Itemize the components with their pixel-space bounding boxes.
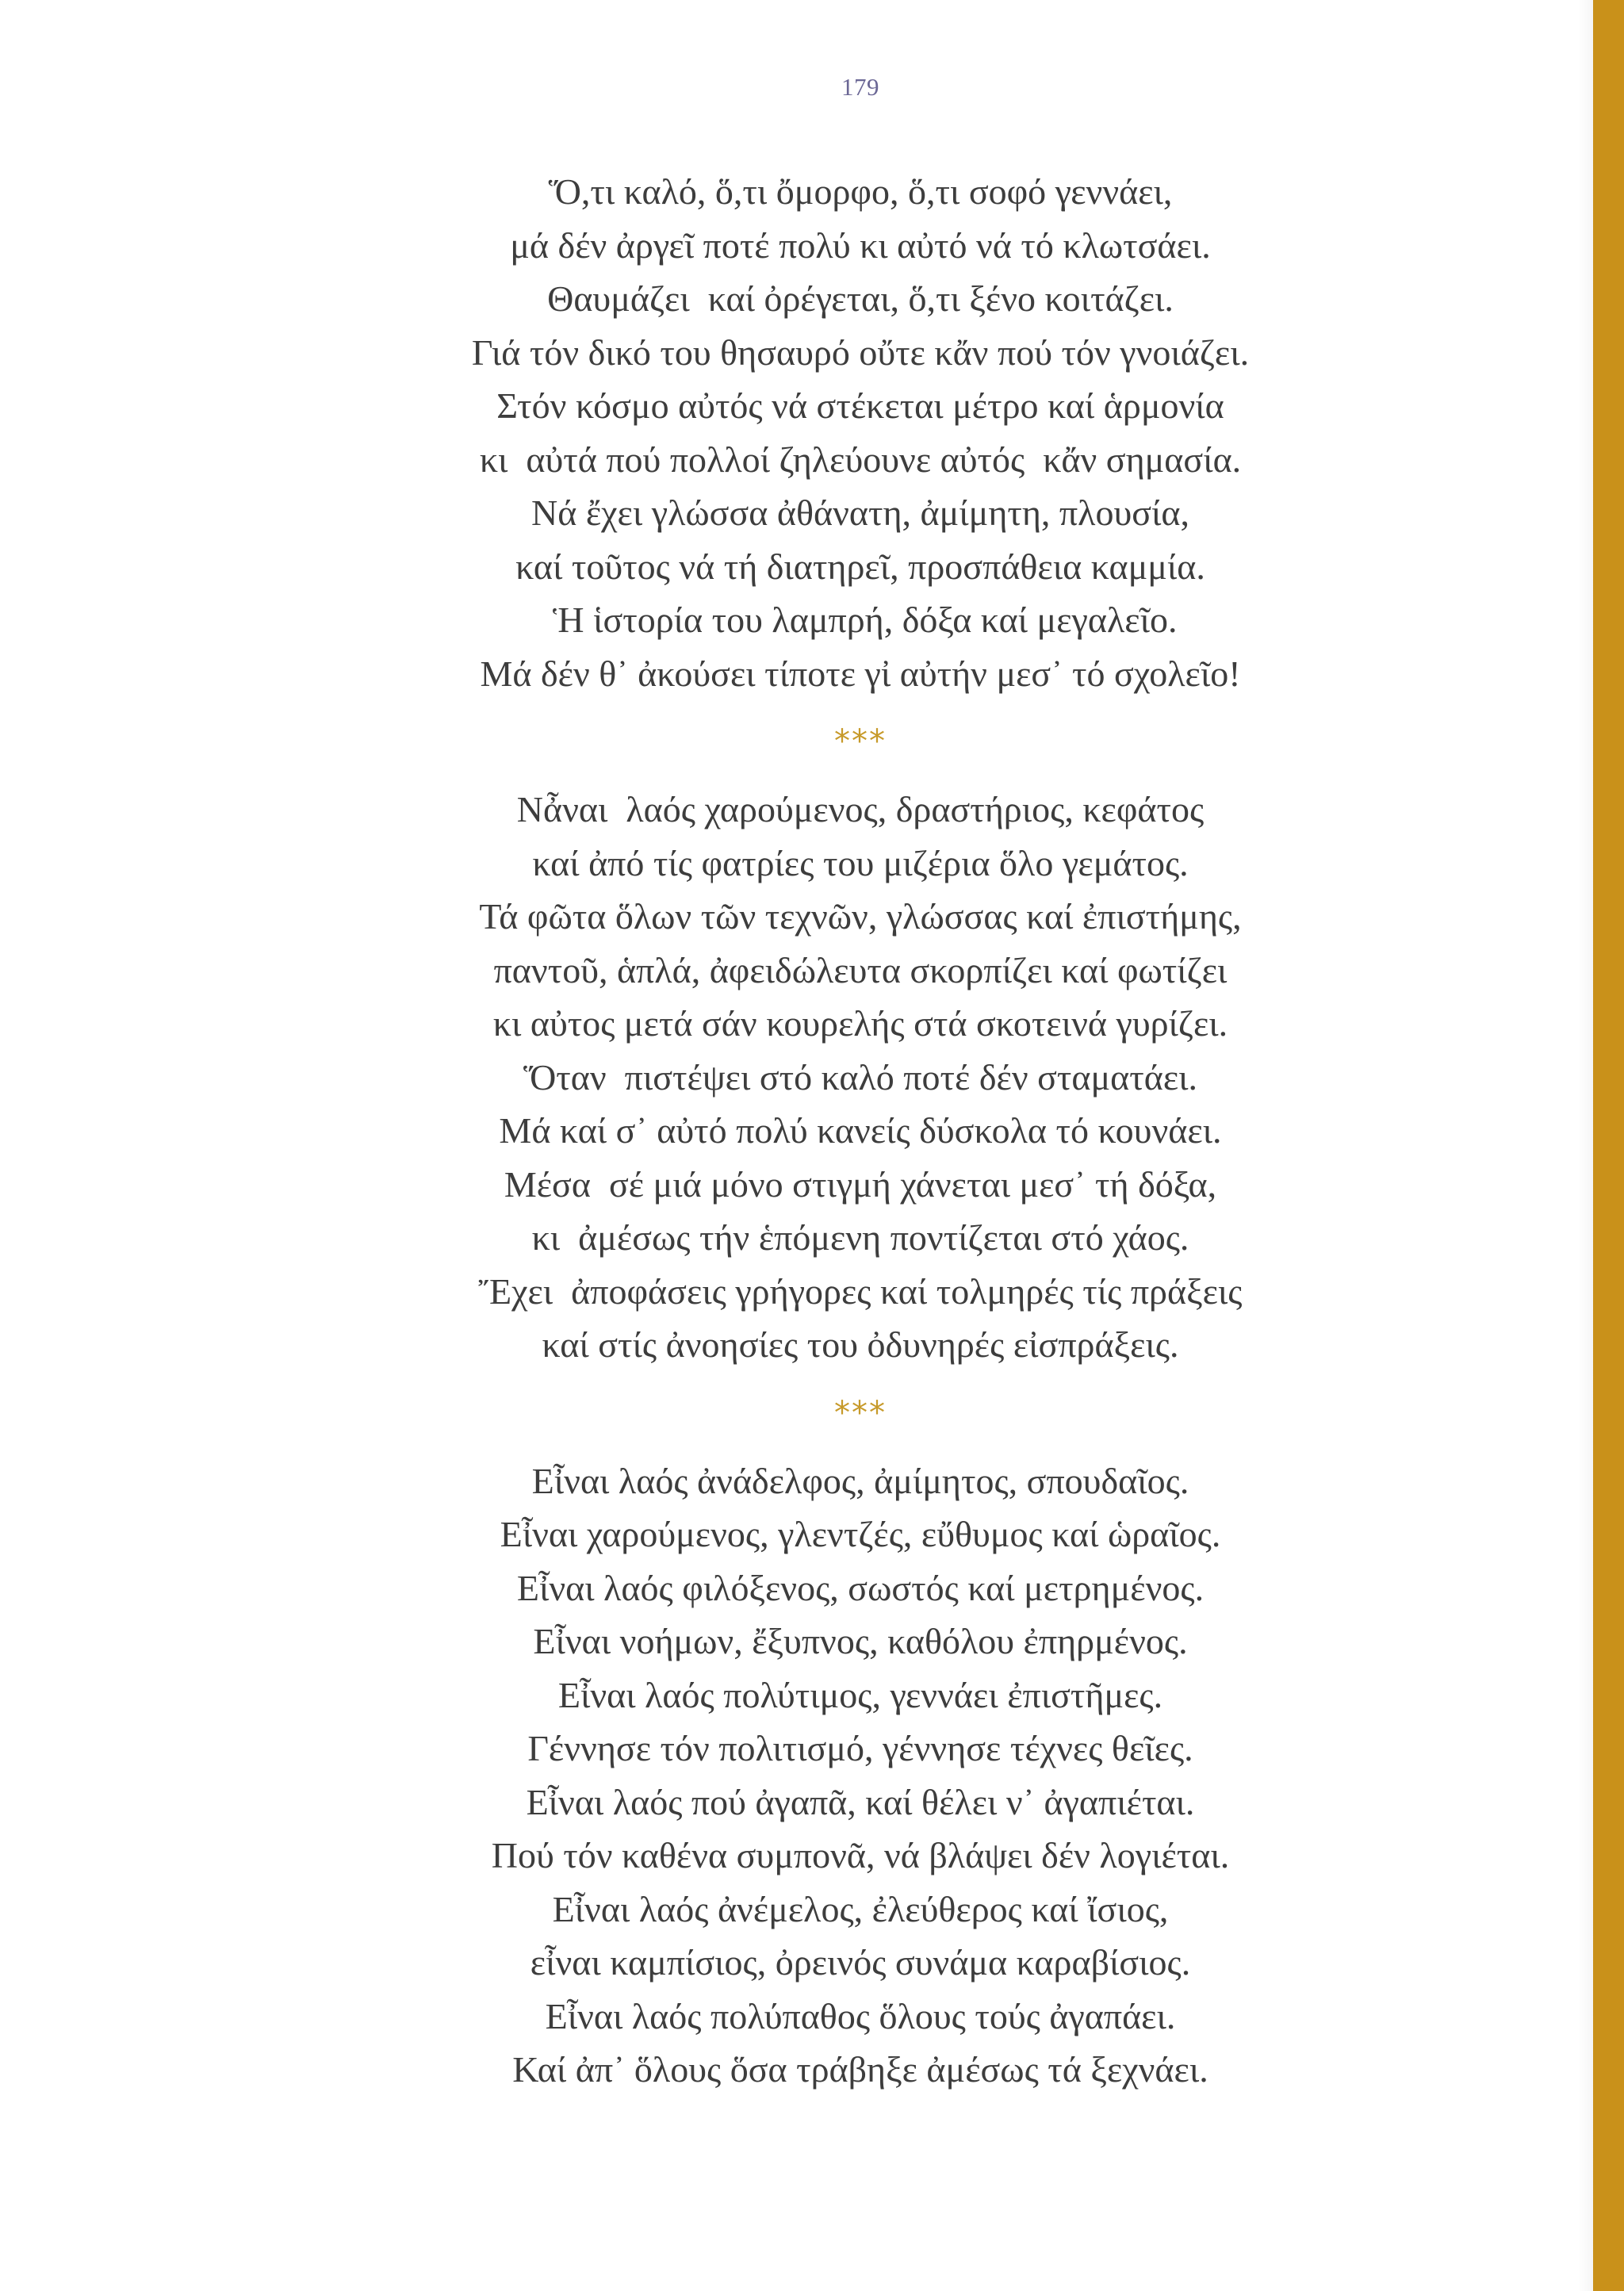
- poem-line: Τά φῶτα ὅλων τῶν τεχνῶν, γλώσσας καί ἐπιστήμης,: [479, 896, 1242, 937]
- book-edge-band: [1593, 0, 1624, 2291]
- poem-line: Καί ἀπ᾽ ὅλους ὅσα τράβηξε ἀμέσως τά ξεχνάει.: [512, 2049, 1208, 2090]
- poem-line: κι αὐτος μετά σάν κουρελής στά σκοτεινά γυρίζει.: [492, 1003, 1228, 1044]
- poem-line: Νά ἔχει γλώσσα ἀθάνατη, ἀμίμητη, πλουσία,: [531, 492, 1189, 533]
- page-number: 179: [841, 73, 879, 101]
- poem-line: Εἶναι νοήμων, ἔξυπνος, καθόλου ἐπηρμένος.: [533, 1621, 1188, 1661]
- poem-line: Μά δέν θ᾽ ἀκούσει τίποτε γἰ αὐτήν μεσ᾽ τό σχολεῖο!: [480, 653, 1241, 694]
- poem-line: Ὅ,τι καλό, ὅ,τι ὄμορφο, ὅ,τι σοφό γεννάει,: [548, 171, 1173, 212]
- poem-line: καί στίς ἀνοησίες του ὀδυνηρές εἰσπράξεις.: [542, 1324, 1179, 1365]
- poem-line: Εἶναι λαός ἀνέμελος, ἐλεύθερος καί ἴσιος,: [552, 1888, 1169, 1929]
- poem-line: μά δέν ἀργεῖ ποτέ πολύ κι αὐτό νά τό κλωτσάει.: [510, 224, 1211, 266]
- poem-line: Ἔχει ἀποφάσεις γρήγορες καί τολμηρές τίς πράξεις: [478, 1270, 1243, 1312]
- poem-line: παντοῦ, ἁπλά, ἀφειδώλευτα σκορπίζει καί φωτίζει: [493, 949, 1228, 990]
- poem-line: Ὅταν πιστέψει στό καλό ποτέ δέν σταματάει.: [523, 1056, 1198, 1098]
- poem-line: Μέσα σέ μιά μόνο στιγμή χάνεται μεσ᾽ τή δόξα,: [504, 1163, 1217, 1205]
- poem: [0, 165, 1624, 2097]
- poem-line: Στόν κόσμο αὐτός νά στέκεται μέτρο καί ἁρμονία: [496, 385, 1224, 426]
- poem-line: Πού τόν καθένα συμπονᾶ, νά βλάψει δέν λογιέται.: [491, 1835, 1230, 1875]
- poem-line: κι ἀμέσως τήν ἑπόμενη ποντίζεται στό χάος.: [531, 1217, 1189, 1258]
- stanza-separator: ***: [834, 723, 887, 760]
- poem-line: Νἆναι λαός χαρούμενος, δραστήριος, κεφάτος: [516, 789, 1205, 829]
- poem-line: Εἶναι λαός πολύπαθος ὅλους τούς ἀγαπάει.: [545, 1995, 1176, 2036]
- poem-line: Εἶναι λαός πού ἀγαπᾶ, καί θέλει ν᾽ ἀγαπιέται.: [526, 1781, 1195, 1822]
- poem-line: εἶναι καμπίσιος, ὀρεινός συνάμα καραβίσιος.: [530, 1942, 1191, 1983]
- stanza-3: [0, 1454, 1624, 2097]
- poem-line: καί τοῦτος νά τή διατηρεῖ, προσπάθεια καμμία.: [515, 546, 1205, 587]
- poem-line: Γέννησε τόν πολιτισμό, γέννησε τέχνες θεῖες.: [527, 1728, 1193, 1768]
- stanza-1: [0, 165, 1624, 700]
- poem-line: Μά καί σ᾽ αὐτό πολύ κανείς δύσκολα τό κουνάει.: [499, 1110, 1222, 1151]
- poem-line: Εἶναι λαός ἀνάδελφος, ἀμίμητος, σπουδαῖος.: [531, 1460, 1189, 1501]
- poem-line: Θαυμάζει καί ὀρέγεται, ὅ,τι ξένο κοιτάζει.: [547, 278, 1174, 319]
- stanza-2: [0, 783, 1624, 1372]
- stanza-separator: ***: [834, 1394, 887, 1431]
- poem-line: Γιά τόν δικό του θησαυρό οὔτε κἄν πού τόν γνοιάζει.: [471, 331, 1250, 373]
- poem-line: Ἡ ἱστορία του λαμπρή, δόξα καί μεγαλεῖο.: [543, 600, 1178, 640]
- poem-line: κι αὐτά πού πολλοί ζηλεύουνε αὐτός κἄν σημασία.: [479, 439, 1242, 480]
- poem-line: Εἶναι χαρούμενος, γλεντζές, εὔθυμος καί ὡραῖος.: [500, 1514, 1221, 1554]
- poem-line: Εἶναι λαός πολύτιμος, γεννάει ἐπιστῆμες.: [557, 1674, 1163, 1715]
- poem-line: καί ἀπό τίς φατρίες του μιζέρια ὅλο γεμάτος.: [532, 842, 1189, 883]
- poem-line: Εἶναι λαός φιλόξενος, σωστός καί μετρημένος.: [516, 1567, 1205, 1608]
